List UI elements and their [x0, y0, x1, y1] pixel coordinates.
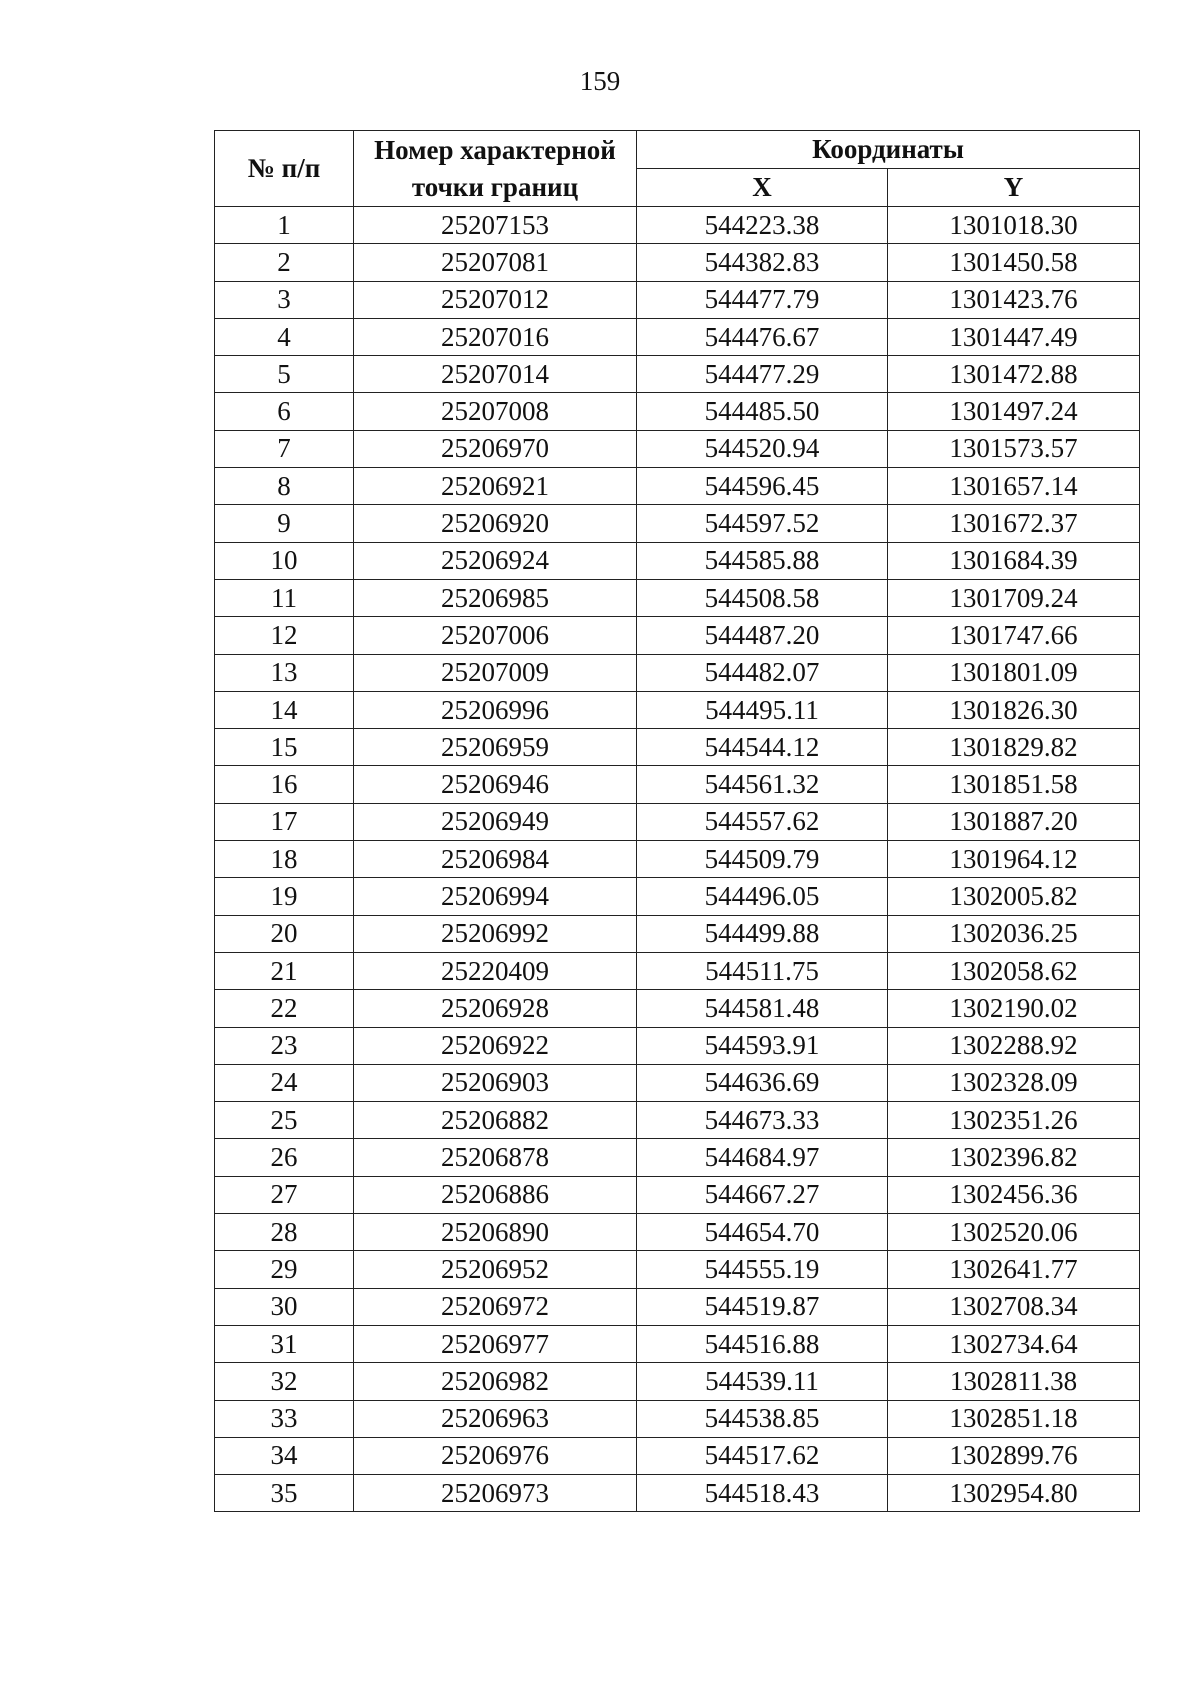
table-row — [215, 1102, 1140, 1139]
cell-x: 544597.52 — [637, 505, 888, 542]
table-row — [215, 468, 1140, 505]
cell-point-number: 25206920 — [354, 505, 637, 542]
cell-point-number: 25206992 — [354, 915, 637, 952]
cell-y: 1302351.26 — [888, 1102, 1140, 1139]
table-row — [215, 654, 1140, 691]
cell-x: 544684.97 — [637, 1139, 888, 1176]
cell-index: 27 — [215, 1176, 354, 1213]
cell-point-number: 25206922 — [354, 1027, 637, 1064]
cell-y: 1302641.77 — [888, 1251, 1140, 1288]
cell-index: 22 — [215, 990, 354, 1027]
cell-index: 20 — [215, 915, 354, 952]
cell-x: 544382.83 — [637, 244, 888, 281]
cell-x: 544518.43 — [637, 1475, 888, 1512]
cell-index: 12 — [215, 617, 354, 654]
table-row — [215, 990, 1140, 1027]
cell-point-number: 25206903 — [354, 1064, 637, 1101]
header-coordinates: Координаты — [637, 131, 1140, 169]
cell-x: 544482.07 — [637, 654, 888, 691]
cell-point-number: 25206976 — [354, 1437, 637, 1474]
cell-point-number: 25206928 — [354, 990, 637, 1027]
table-row — [215, 1176, 1140, 1213]
cell-y: 1301964.12 — [888, 841, 1140, 878]
table-header — [215, 131, 1140, 207]
cell-x: 544508.58 — [637, 579, 888, 616]
table-row — [215, 542, 1140, 579]
table-row — [215, 207, 1140, 244]
cell-x: 544539.11 — [637, 1363, 888, 1400]
cell-y: 1302036.25 — [888, 915, 1140, 952]
cell-x: 544509.79 — [637, 841, 888, 878]
table-row — [215, 952, 1140, 989]
cell-x: 544593.91 — [637, 1027, 888, 1064]
cell-point-number: 25207016 — [354, 318, 637, 355]
cell-point-number: 25207006 — [354, 617, 637, 654]
cell-point-number: 25207008 — [354, 393, 637, 430]
header-x: X — [637, 169, 888, 207]
cell-index: 2 — [215, 244, 354, 281]
table-row — [215, 1288, 1140, 1325]
cell-x: 544654.70 — [637, 1214, 888, 1251]
table-row — [215, 1251, 1140, 1288]
cell-x: 544477.79 — [637, 281, 888, 318]
cell-index: 16 — [215, 766, 354, 803]
cell-x: 544555.19 — [637, 1251, 888, 1288]
cell-x: 544516.88 — [637, 1325, 888, 1362]
cell-point-number: 25206882 — [354, 1102, 637, 1139]
cell-y: 1301801.09 — [888, 654, 1140, 691]
cell-x: 544519.87 — [637, 1288, 888, 1325]
cell-point-number: 25206890 — [354, 1214, 637, 1251]
cell-point-number: 25206972 — [354, 1288, 637, 1325]
cell-x: 544520.94 — [637, 430, 888, 467]
table-row — [215, 1475, 1140, 1512]
cell-index: 23 — [215, 1027, 354, 1064]
cell-point-number: 25207153 — [354, 207, 637, 244]
coordinates-table — [214, 130, 1140, 1512]
cell-x: 544596.45 — [637, 468, 888, 505]
cell-point-number: 25206977 — [354, 1325, 637, 1362]
cell-y: 1301472.88 — [888, 356, 1140, 393]
cell-y: 1302396.82 — [888, 1139, 1140, 1176]
cell-point-number: 25206924 — [354, 542, 637, 579]
cell-x: 544511.75 — [637, 952, 888, 989]
cell-point-number: 25206946 — [354, 766, 637, 803]
cell-x: 544487.20 — [637, 617, 888, 654]
header-point-line2: точки границ — [411, 171, 579, 202]
cell-point-number: 25206994 — [354, 878, 637, 915]
cell-x: 544477.29 — [637, 356, 888, 393]
page-number: 159 — [579, 66, 621, 96]
cell-y: 1301450.58 — [888, 244, 1140, 281]
table-row — [215, 1400, 1140, 1437]
cell-x: 544476.67 — [637, 318, 888, 355]
cell-y: 1302058.62 — [888, 952, 1140, 989]
cell-point-number: 25206963 — [354, 1400, 637, 1437]
table-row — [215, 1064, 1140, 1101]
table-row — [215, 617, 1140, 654]
cell-x: 544557.62 — [637, 803, 888, 840]
table-row — [215, 244, 1140, 281]
cell-point-number: 25207012 — [354, 281, 637, 318]
cell-index: 13 — [215, 654, 354, 691]
cell-point-number: 25207081 — [354, 244, 637, 281]
cell-y: 1302190.02 — [888, 990, 1140, 1027]
cell-y: 1301018.30 — [888, 207, 1140, 244]
cell-index: 24 — [215, 1064, 354, 1101]
table-row — [215, 1027, 1140, 1064]
cell-point-number: 25206984 — [354, 841, 637, 878]
cell-x: 544581.48 — [637, 990, 888, 1027]
cell-point-number: 25206982 — [354, 1363, 637, 1400]
cell-y: 1301447.49 — [888, 318, 1140, 355]
cell-point-number: 25220409 — [354, 952, 637, 989]
cell-y: 1302328.09 — [888, 1064, 1140, 1101]
table-row — [215, 878, 1140, 915]
table-row — [215, 1214, 1140, 1251]
cell-point-number: 25206985 — [354, 579, 637, 616]
cell-index: 11 — [215, 579, 354, 616]
cell-x: 544495.11 — [637, 691, 888, 728]
cell-index: 4 — [215, 318, 354, 355]
cell-x: 544544.12 — [637, 729, 888, 766]
table-row — [215, 841, 1140, 878]
cell-y: 1301672.37 — [888, 505, 1140, 542]
cell-index: 17 — [215, 803, 354, 840]
table-row — [215, 318, 1140, 355]
table-row — [215, 281, 1140, 318]
cell-x: 544585.88 — [637, 542, 888, 579]
cell-y: 1301887.20 — [888, 803, 1140, 840]
cell-index: 7 — [215, 430, 354, 467]
cell-y: 1301829.82 — [888, 729, 1140, 766]
cell-index: 5 — [215, 356, 354, 393]
header-point-number — [354, 131, 637, 207]
cell-point-number: 25206886 — [354, 1176, 637, 1213]
cell-x: 544667.27 — [637, 1176, 888, 1213]
cell-y: 1302954.80 — [888, 1475, 1140, 1512]
cell-index: 26 — [215, 1139, 354, 1176]
cell-x: 544485.50 — [637, 393, 888, 430]
table-row — [215, 766, 1140, 803]
cell-index: 25 — [215, 1102, 354, 1139]
cell-index: 18 — [215, 841, 354, 878]
table-row — [215, 430, 1140, 467]
cell-index: 15 — [215, 729, 354, 766]
cell-index: 21 — [215, 952, 354, 989]
cell-index: 32 — [215, 1363, 354, 1400]
cell-y: 1301709.24 — [888, 579, 1140, 616]
cell-index: 14 — [215, 691, 354, 728]
table-row — [215, 1139, 1140, 1176]
table-row — [215, 579, 1140, 616]
cell-x: 544636.69 — [637, 1064, 888, 1101]
table-row — [215, 691, 1140, 728]
cell-y: 1301657.14 — [888, 468, 1140, 505]
cell-index: 29 — [215, 1251, 354, 1288]
cell-index: 9 — [215, 505, 354, 542]
table-row — [215, 1363, 1140, 1400]
cell-y: 1302005.82 — [888, 878, 1140, 915]
cell-y: 1302851.18 — [888, 1400, 1140, 1437]
cell-y: 1301826.30 — [888, 691, 1140, 728]
cell-index: 1 — [215, 207, 354, 244]
table-row — [215, 356, 1140, 393]
header-row-top — [215, 131, 1140, 169]
header-index: № п/п — [215, 131, 354, 207]
cell-y: 1302811.38 — [888, 1363, 1140, 1400]
cell-point-number: 25206921 — [354, 468, 637, 505]
cell-y: 1301747.66 — [888, 617, 1140, 654]
cell-index: 19 — [215, 878, 354, 915]
table-row — [215, 729, 1140, 766]
cell-y: 1301851.58 — [888, 766, 1140, 803]
cell-index: 34 — [215, 1437, 354, 1474]
cell-point-number: 25206970 — [354, 430, 637, 467]
cell-y: 1302734.64 — [888, 1325, 1140, 1362]
table-row — [215, 1437, 1140, 1474]
cell-point-number: 25206996 — [354, 691, 637, 728]
cell-y: 1302520.06 — [888, 1214, 1140, 1251]
cell-index: 30 — [215, 1288, 354, 1325]
table-row — [215, 915, 1140, 952]
cell-point-number: 25206952 — [354, 1251, 637, 1288]
table-row — [215, 803, 1140, 840]
cell-index: 8 — [215, 468, 354, 505]
cell-index: 6 — [215, 393, 354, 430]
cell-point-number: 25206973 — [354, 1475, 637, 1512]
cell-x: 544561.32 — [637, 766, 888, 803]
cell-y: 1302456.36 — [888, 1176, 1140, 1213]
cell-y: 1302288.92 — [888, 1027, 1140, 1064]
cell-x: 544499.88 — [637, 915, 888, 952]
header-y: Y — [888, 169, 1140, 207]
cell-x: 544673.33 — [637, 1102, 888, 1139]
cell-x: 544496.05 — [637, 878, 888, 915]
cell-index: 31 — [215, 1325, 354, 1362]
cell-y: 1301573.57 — [888, 430, 1140, 467]
cell-index: 28 — [215, 1214, 354, 1251]
cell-y: 1302708.34 — [888, 1288, 1140, 1325]
cell-x: 544517.62 — [637, 1437, 888, 1474]
cell-index: 3 — [215, 281, 354, 318]
cell-index: 33 — [215, 1400, 354, 1437]
cell-x: 544538.85 — [637, 1400, 888, 1437]
cell-y: 1302899.76 — [888, 1437, 1140, 1474]
cell-x: 544223.38 — [637, 207, 888, 244]
cell-point-number: 25207009 — [354, 654, 637, 691]
cell-y: 1301423.76 — [888, 281, 1140, 318]
cell-point-number: 25207014 — [354, 356, 637, 393]
cell-point-number: 25206878 — [354, 1139, 637, 1176]
cell-index: 35 — [215, 1475, 354, 1512]
cell-point-number: 25206959 — [354, 729, 637, 766]
table-row — [215, 1325, 1140, 1362]
cell-point-number: 25206949 — [354, 803, 637, 840]
table-row — [215, 505, 1140, 542]
cell-y: 1301497.24 — [888, 393, 1140, 430]
cell-y: 1301684.39 — [888, 542, 1140, 579]
table-body — [215, 207, 1140, 1512]
header-point-line1: Номер характерной — [374, 134, 616, 165]
cell-index: 10 — [215, 542, 354, 579]
table-row — [215, 393, 1140, 430]
